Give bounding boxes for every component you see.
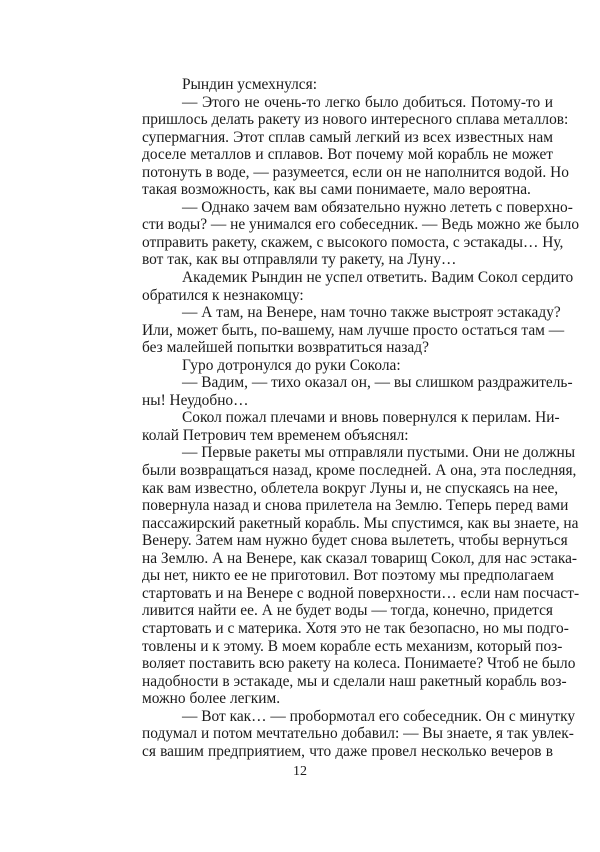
- text-line: были возвращаться назад, кроме последней. А она, эта последняя,: [142, 462, 577, 480]
- text-line: пассажирский ракетный корабль. Мы спустимся, как вы знаете, на: [142, 514, 579, 532]
- text-line: можно более легким.: [142, 690, 281, 708]
- paragraph: [142, 198, 580, 269]
- paragraph: [142, 304, 565, 357]
- text-line: Сокол пожал плечами и вновь повернулся к перилам. Ни-: [182, 409, 560, 427]
- text-line: стартовать и на Венере с водной поверхности… если нам посчаст-: [142, 584, 580, 602]
- text-line: такая возможность, как вы сами понимаете, мало вероятна.: [142, 181, 531, 199]
- paragraph: [142, 357, 553, 375]
- text-line: ливится найти ее. А не будет воды — тогда, конечно, придется: [142, 602, 553, 620]
- paragraph: [142, 93, 569, 199]
- text-line: вот так, как вы отправляли ту ракету, на Луну…: [142, 251, 457, 269]
- text-line: Или, может быть, по-вашему, нам лучше просто остаться там —: [142, 321, 565, 339]
- text-line: ды нет, никто ее не приготовил. Вот поэтому мы предполагаем: [142, 567, 554, 585]
- text-line: на Землю. А на Венере, как сказал товарищ Сокол, для нас эстака-: [142, 549, 578, 567]
- text-line: пришлось делать ракету из нового интересного сплава металлов:: [142, 111, 569, 129]
- page-body-text: [142, 76, 580, 760]
- paragraph: [142, 374, 573, 409]
- text-line: надобности в эстакаде, мы и сделали наш ракетный корабль воз-: [142, 672, 567, 690]
- page-number: 12: [293, 764, 307, 779]
- text-line: — Этого не очень-то легко было добиться. Потому-то и: [182, 93, 553, 111]
- text-line: — Вот как… — пробормотал его собеседник. Он с минутку: [182, 707, 576, 725]
- text-line: без малейшей попытки возвратиться назад?: [142, 339, 429, 357]
- paragraph: [142, 269, 574, 304]
- text-line: — А там, на Венере, нам точно также выстроят эстакаду?: [182, 304, 561, 322]
- text-line: Рындин усмехнулся:: [182, 76, 317, 93]
- text-line: стартовать и с материка. Хотя это не так безопасно, но мы подго-: [142, 619, 569, 637]
- text-line: обратился к незнакомцу:: [142, 286, 304, 304]
- text-line: отправить ракету, скажем, с высокого помоста, с эстакады… Ну,: [142, 233, 564, 251]
- text-line: сти воды? — не унимался его собеседник. — Ведь можно же было: [142, 216, 580, 234]
- text-line: — Вадим, — тихо оказал он, — вы слишком раздражитель-: [182, 374, 573, 392]
- text-line: повернула назад и снова прилетела на Землю. Теперь перед вами: [142, 497, 569, 515]
- paragraph: [142, 76, 553, 94]
- text-line: как вам известно, облетела вокруг Луны и, не спускаясь на нее,: [142, 479, 559, 497]
- text-line: супермагния. Этот сплав самый легкий из всех известных нам: [142, 128, 553, 146]
- text-line: товлены и к этому. В моем корабле есть механизм, который поз-: [142, 637, 563, 655]
- text-line: Венеру. Затем нам нужно будет снова вылететь, чтобы вернуться: [142, 532, 568, 550]
- text-line: колай Петрович тем временем объяснял:: [142, 426, 409, 444]
- text-line: ны! Неудобно…: [142, 391, 249, 409]
- text-line: — Однако зачем вам обязательно нужно лететь с поверхно-: [182, 198, 573, 216]
- text-line: доселе металлов и сплавов. Вот почему мой корабль не может: [142, 146, 553, 164]
- text-line: Академик Рындин не успел ответить. Вадим Сокол сердито: [182, 269, 574, 287]
- text-line: воляет поставить всю ракету на колеса. Понимаете? Чтоб не было: [142, 655, 576, 673]
- text-line: подумал и потом мечтательно добавил: — Вы знаете, я так увлек-: [142, 725, 574, 743]
- text-line: — Первые ракеты мы отправляли пустыми. Они не должны: [182, 444, 576, 462]
- text-line: Гуро дотронулся до руки Сокола:: [182, 356, 401, 374]
- paragraph: [142, 409, 560, 444]
- text-line: ся вашим предприятием, что даже провел несколько вечеров в: [142, 742, 553, 760]
- paragraph: [142, 707, 576, 761]
- paragraph: [142, 444, 580, 708]
- text-line: потонуть в воде, — разумеется, если он не наполнится водой. Но: [142, 163, 569, 181]
